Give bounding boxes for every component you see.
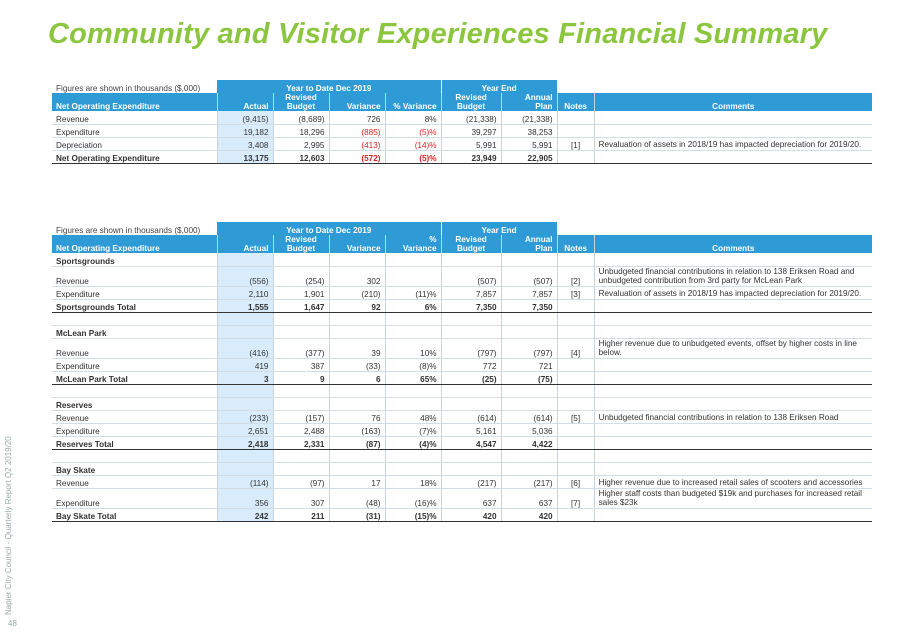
cell-variance: (413) bbox=[329, 137, 385, 150]
cell-pct: (14)% bbox=[385, 137, 441, 150]
cell-comment: Higher revenue due to increased retail sales of scooters and accessories bbox=[594, 475, 872, 488]
cell-annual: 7,350 bbox=[501, 299, 557, 312]
row-label: Depreciation bbox=[52, 137, 217, 150]
cell-note bbox=[557, 124, 594, 137]
row-label: Expenditure bbox=[52, 124, 217, 137]
row-label: Revenue bbox=[52, 338, 217, 358]
page-number: 48 bbox=[8, 619, 17, 628]
table-row bbox=[52, 111, 872, 124]
cell-revised: (8,689) bbox=[273, 111, 329, 124]
cell-ye-revised: (25) bbox=[441, 371, 501, 384]
cell-annual: (21,338) bbox=[501, 111, 557, 124]
cell-pct: (5)% bbox=[385, 124, 441, 137]
cell-ye-revised: 5,991 bbox=[441, 137, 501, 150]
cell-ye-revised: (614) bbox=[441, 410, 501, 423]
cell-variance: 726 bbox=[329, 111, 385, 124]
cell-comment: Revaluation of assets in 2018/19 has impacted depreciation for 2019/20. bbox=[594, 137, 872, 150]
cell-revised: (157) bbox=[273, 410, 329, 423]
cell-pct: (5)% bbox=[385, 150, 441, 163]
cell-variance: (572) bbox=[329, 150, 385, 163]
col-ye-revised-budget: Revised Budget bbox=[441, 235, 501, 253]
col-label: Net Operating Expenditure bbox=[52, 235, 217, 253]
table-row bbox=[52, 488, 872, 508]
cell-revised: 2,995 bbox=[273, 137, 329, 150]
row-label: Bay Skate Total bbox=[52, 508, 217, 521]
cell-ye-revised: 39,297 bbox=[441, 124, 501, 137]
cell-actual: 19,182 bbox=[217, 124, 273, 137]
table-row bbox=[52, 286, 872, 299]
cell-annual: 5,991 bbox=[501, 137, 557, 150]
group-header-year-end: Year End bbox=[441, 80, 557, 93]
cell-annual: 7,857 bbox=[501, 286, 557, 299]
col-ye-revised-budget: Revised Budget bbox=[441, 93, 501, 111]
table-row bbox=[52, 410, 872, 423]
cell-ye-revised: 23,949 bbox=[441, 150, 501, 163]
col-variance: Variance bbox=[329, 235, 385, 253]
column-header-row bbox=[52, 235, 872, 253]
cell-actual: 2,651 bbox=[217, 423, 273, 436]
cell-actual: (416) bbox=[217, 338, 273, 358]
cell-actual: (233) bbox=[217, 410, 273, 423]
cell-annual: 637 bbox=[501, 488, 557, 508]
cell-revised: (254) bbox=[273, 266, 329, 286]
cell-revised: 1,647 bbox=[273, 299, 329, 312]
cell-revised: 1,901 bbox=[273, 286, 329, 299]
total-row bbox=[52, 150, 872, 163]
cell-revised: 18,296 bbox=[273, 124, 329, 137]
cell-pct: 65% bbox=[385, 371, 441, 384]
cell-revised: 211 bbox=[273, 508, 329, 521]
side-caption bbox=[2, 420, 16, 620]
col-revised-budget: Revised Budget bbox=[273, 93, 329, 111]
table-row bbox=[52, 338, 872, 358]
summary-table bbox=[52, 80, 872, 164]
cell-pct: (15)% bbox=[385, 508, 441, 521]
cell-annual: 4,422 bbox=[501, 436, 557, 449]
cell-ye-revised: 7,857 bbox=[441, 286, 501, 299]
cell-variance: (48) bbox=[329, 488, 385, 508]
cell-annual: (75) bbox=[501, 371, 557, 384]
col-label: Net Operating Expenditure bbox=[52, 93, 217, 111]
row-label: Revenue bbox=[52, 410, 217, 423]
cell-pct: 18% bbox=[385, 475, 441, 488]
cell-actual: 3,408 bbox=[217, 137, 273, 150]
cell-actual: 13,175 bbox=[217, 150, 273, 163]
cell-pct: 10% bbox=[385, 338, 441, 358]
figures-note: Figures are shown in thousands ($,000) bbox=[56, 226, 201, 235]
section-header bbox=[52, 462, 872, 475]
cell-pct: 8% bbox=[385, 111, 441, 124]
cell-ye-revised: 637 bbox=[441, 488, 501, 508]
cell-actual: 1,555 bbox=[217, 299, 273, 312]
cell-ye-revised: 420 bbox=[441, 508, 501, 521]
col-comments: Comments bbox=[594, 235, 872, 253]
cell-actual: 3 bbox=[217, 371, 273, 384]
col-actual: Actual bbox=[217, 235, 273, 253]
cell-revised: 2,331 bbox=[273, 436, 329, 449]
cell-variance: 6 bbox=[329, 371, 385, 384]
cell-note bbox=[557, 423, 594, 436]
cell-ye-revised: 4,547 bbox=[441, 436, 501, 449]
cell-actual: (556) bbox=[217, 266, 273, 286]
cell-revised: (97) bbox=[273, 475, 329, 488]
cell-comment bbox=[594, 111, 872, 124]
section-header bbox=[52, 253, 872, 266]
group-header-ytd: Year to Date Dec 2019 bbox=[217, 80, 441, 93]
col-pct-variance: % Variance bbox=[385, 235, 441, 253]
figures-note: Figures are shown in thousands ($,000) bbox=[56, 84, 201, 93]
cell-revised: 307 bbox=[273, 488, 329, 508]
cell-revised: 387 bbox=[273, 358, 329, 371]
cell-actual: 2,418 bbox=[217, 436, 273, 449]
cell-pct: (8)% bbox=[385, 358, 441, 371]
row-label: Expenditure bbox=[52, 358, 217, 371]
cell-annual: 420 bbox=[501, 508, 557, 521]
cell-comment bbox=[594, 358, 872, 371]
cell-note: [4] bbox=[557, 338, 594, 358]
cell-ye-revised: (217) bbox=[441, 475, 501, 488]
cell-comment: Higher staff costs than budgeted $19k and purchases for increased retail sales $23k bbox=[594, 488, 872, 508]
col-pct-variance: % Variance bbox=[385, 93, 441, 111]
cell-pct: (7)% bbox=[385, 423, 441, 436]
cell-actual: (114) bbox=[217, 475, 273, 488]
cell-pct bbox=[385, 266, 441, 286]
section-header bbox=[52, 325, 872, 338]
section-title: Reserves bbox=[52, 397, 217, 410]
page-title: Community and Visitor Experiences Financial Summary bbox=[48, 18, 828, 50]
cell-annual: 22,905 bbox=[501, 150, 557, 163]
row-label: Revenue bbox=[52, 111, 217, 124]
cell-note: [7] bbox=[557, 488, 594, 508]
cell-comment bbox=[594, 423, 872, 436]
cell-annual: (217) bbox=[501, 475, 557, 488]
col-actual: Actual bbox=[217, 93, 273, 111]
col-notes: Notes bbox=[557, 93, 594, 111]
group-header-year-end: Year End bbox=[441, 222, 557, 235]
cell-revised: (377) bbox=[273, 338, 329, 358]
cell-ye-revised: 7,350 bbox=[441, 299, 501, 312]
col-variance: Variance bbox=[329, 93, 385, 111]
cell-annual: (614) bbox=[501, 410, 557, 423]
cell-ye-revised: (507) bbox=[441, 266, 501, 286]
cell-comment: Unbudgeted financial contributions in relation to 138 Eriksen Road and unbudgeted contribution from 3rd party for McLean Park bbox=[594, 266, 872, 286]
cell-annual: (507) bbox=[501, 266, 557, 286]
cell-variance: (885) bbox=[329, 124, 385, 137]
cell-note: [5] bbox=[557, 410, 594, 423]
row-label: Net Operating Expenditure bbox=[52, 150, 217, 163]
section-title: Sportsgrounds bbox=[52, 253, 217, 266]
cell-comment: Unbudgeted financial contributions in relation to 138 Eriksen Road bbox=[594, 410, 872, 423]
cell-variance: 39 bbox=[329, 338, 385, 358]
cell-revised: 12,603 bbox=[273, 150, 329, 163]
side-caption-text: Napier City Council - Quarterly Report Q2 2019/20 bbox=[4, 436, 13, 615]
section-title: McLean Park bbox=[52, 325, 217, 338]
row-label: Sportsgrounds Total bbox=[52, 299, 217, 312]
cell-annual: 38,253 bbox=[501, 124, 557, 137]
table-row bbox=[52, 475, 872, 488]
cell-ye-revised: (21,338) bbox=[441, 111, 501, 124]
cell-annual: (797) bbox=[501, 338, 557, 358]
cell-actual: 356 bbox=[217, 488, 273, 508]
cell-variance: (33) bbox=[329, 358, 385, 371]
table-row bbox=[52, 358, 872, 371]
cell-variance: 92 bbox=[329, 299, 385, 312]
cell-actual: 2,110 bbox=[217, 286, 273, 299]
column-header-row bbox=[52, 93, 872, 111]
total-row bbox=[52, 436, 872, 449]
cell-pct: (11)% bbox=[385, 286, 441, 299]
cell-actual: (9,415) bbox=[217, 111, 273, 124]
row-label: Expenditure bbox=[52, 286, 217, 299]
cell-annual: 721 bbox=[501, 358, 557, 371]
table-row bbox=[52, 266, 872, 286]
cell-variance: (210) bbox=[329, 286, 385, 299]
row-label: Expenditure bbox=[52, 488, 217, 508]
cell-variance: 76 bbox=[329, 410, 385, 423]
cell-note: [6] bbox=[557, 475, 594, 488]
row-label: McLean Park Total bbox=[52, 371, 217, 384]
total-row bbox=[52, 371, 872, 384]
cell-comment: Revaluation of assets in 2018/19 has impacted depreciation for 2019/20. bbox=[594, 286, 872, 299]
cell-pct: (16)% bbox=[385, 488, 441, 508]
row-label: Revenue bbox=[52, 475, 217, 488]
cell-note bbox=[557, 358, 594, 371]
cell-comment: Higher revenue due to unbudgeted events, offset by higher costs in line below. bbox=[594, 338, 872, 358]
cell-actual: 419 bbox=[217, 358, 273, 371]
cell-note: [3] bbox=[557, 286, 594, 299]
cell-variance: (163) bbox=[329, 423, 385, 436]
section-header bbox=[52, 397, 872, 410]
cell-variance: 17 bbox=[329, 475, 385, 488]
col-comments: Comments bbox=[594, 93, 872, 111]
cell-revised: 9 bbox=[273, 371, 329, 384]
col-revised-budget: Revised Budget bbox=[273, 235, 329, 253]
col-annual-plan: Annual Plan bbox=[501, 235, 557, 253]
cell-variance: (87) bbox=[329, 436, 385, 449]
cell-revised: 2,488 bbox=[273, 423, 329, 436]
cell-ye-revised: 772 bbox=[441, 358, 501, 371]
cell-pct: (4)% bbox=[385, 436, 441, 449]
cell-variance: 302 bbox=[329, 266, 385, 286]
col-notes: Notes bbox=[557, 235, 594, 253]
cell-pct: 48% bbox=[385, 410, 441, 423]
cell-ye-revised: (797) bbox=[441, 338, 501, 358]
cell-ye-revised: 5,161 bbox=[441, 423, 501, 436]
cell-note bbox=[557, 111, 594, 124]
row-label: Reserves Total bbox=[52, 436, 217, 449]
cell-variance: (31) bbox=[329, 508, 385, 521]
cell-note: [2] bbox=[557, 266, 594, 286]
row-label: Expenditure bbox=[52, 423, 217, 436]
table-row bbox=[52, 137, 872, 150]
cell-annual: 5,036 bbox=[501, 423, 557, 436]
total-row bbox=[52, 299, 872, 312]
table-row bbox=[52, 124, 872, 137]
detail-table bbox=[52, 222, 872, 522]
col-annual-plan: Annual Plan bbox=[501, 93, 557, 111]
total-row bbox=[52, 508, 872, 521]
cell-actual: 242 bbox=[217, 508, 273, 521]
section-title: Bay Skate bbox=[52, 462, 217, 475]
cell-pct: 6% bbox=[385, 299, 441, 312]
table-row bbox=[52, 423, 872, 436]
group-header-ytd: Year to Date Dec 2019 bbox=[217, 222, 441, 235]
row-label: Revenue bbox=[52, 266, 217, 286]
cell-note: [1] bbox=[557, 137, 594, 150]
cell-comment bbox=[594, 124, 872, 137]
